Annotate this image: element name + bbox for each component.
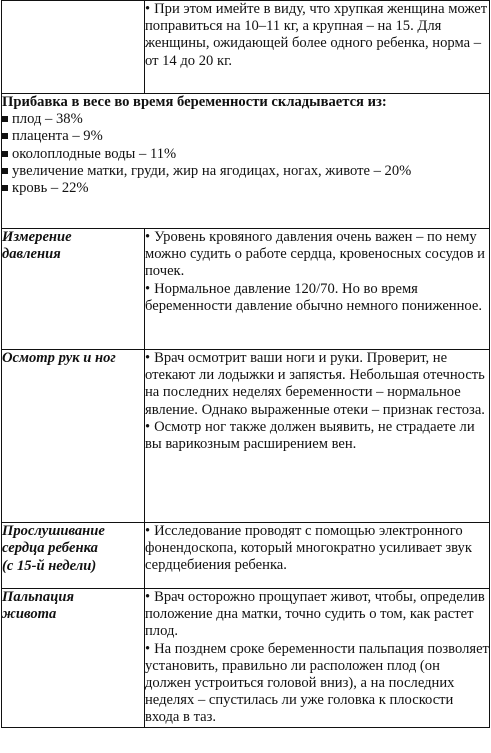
summary-item: околоплодные воды – 11% xyxy=(2,146,489,163)
bullet-icon: • xyxy=(145,640,151,657)
row-label-cell xyxy=(2,589,145,728)
bullet-icon: • xyxy=(145,523,151,539)
row-label: Осмотр рук и ног xyxy=(2,350,116,366)
summary-item: увеличение матки, груди, жир на ягодицах, ногах, животе – 20% xyxy=(2,163,489,180)
pregnancy-exam-table xyxy=(1,0,490,728)
table-row-palpation xyxy=(2,589,490,728)
row-label: Пальпация живота xyxy=(2,589,74,623)
list-item: • Уровень кровяного давления очень важен – по нему можно судить о работе сердца, кровеносных сосудов и почек. xyxy=(145,229,485,280)
table-row-weight-continued xyxy=(2,1,490,94)
list-item: • На позднем сроке беременности пальпация позволяет установить, правильно ли расположен плод (он должен устроиться головой вниз), а на последних неделях – спустилась ли уже головка к плоскости входа в таз. xyxy=(145,640,489,726)
square-bullet-icon xyxy=(2,151,8,157)
square-bullet-icon xyxy=(2,116,8,122)
bullet-icon: • xyxy=(145,418,151,435)
list-item: • Врач осторожно прощупает живот, чтобы, определив положение дна матки, точно судить о том, как растет плод. xyxy=(145,589,485,640)
list-item: • Исследование проводят с помощью электронного фонендоскопа, который многократно усиливает звук сердцебиения ребенка. xyxy=(145,523,472,574)
bullet-icon: • xyxy=(145,1,151,17)
table-row-blood-pressure xyxy=(2,229,490,350)
row-content xyxy=(145,229,490,350)
bullet-icon: • xyxy=(145,280,151,297)
square-bullet-icon xyxy=(2,133,8,139)
table-row-hands-legs xyxy=(2,350,490,523)
summary-item: плацента – 9% xyxy=(2,128,489,145)
list-item: • При этом имейте в виду, что хрупкая женщина может поправиться на 10–11 кг, а крупная – на 15. Для женщины, ожидающей более одного ребенка, норма – от 14 до 20 кг. xyxy=(145,1,488,69)
row-label: Прослушивание сердца ребенка (с 15-й недели) xyxy=(2,523,105,574)
table-row-weight-summary xyxy=(2,94,490,229)
row-label: Измерение давления xyxy=(2,229,72,263)
row-label-empty xyxy=(2,1,145,94)
summary-item: плод – 38% xyxy=(2,111,489,128)
row-content xyxy=(145,1,490,94)
row-content xyxy=(145,350,490,523)
bullet-icon: • xyxy=(145,350,151,366)
summary-heading: Прибавка в весе во время беременности складывается из: xyxy=(2,94,387,110)
weight-summary-cell xyxy=(2,94,490,229)
square-bullet-icon xyxy=(2,168,8,174)
row-content xyxy=(145,589,490,728)
list-item: • Врач осмотрит ваши ноги и руки. Проверит, не отекают ли лодыжки и запястья. Небольшая отечность на последних неделях беременности – нормальное явление. Однако выраженные отеки – признак гестоза. xyxy=(145,350,485,418)
row-content xyxy=(145,523,490,589)
bullet-icon: • xyxy=(145,589,151,605)
table-row-heart-listening xyxy=(2,523,490,589)
list-item: • Осмотр ног также должен выявить, не страдаете ли вы варикозным расширением вен. xyxy=(145,418,475,453)
bullet-icon: • xyxy=(145,229,151,245)
row-label-cell xyxy=(2,229,145,350)
row-label-cell xyxy=(2,350,145,523)
summary-item: кровь – 22% xyxy=(2,180,489,197)
row-label-cell xyxy=(2,523,145,589)
list-item: • Нормальное давление 120/70. Но во время беременности давление обычно немного пониженное. xyxy=(145,280,483,314)
square-bullet-icon xyxy=(2,185,8,191)
